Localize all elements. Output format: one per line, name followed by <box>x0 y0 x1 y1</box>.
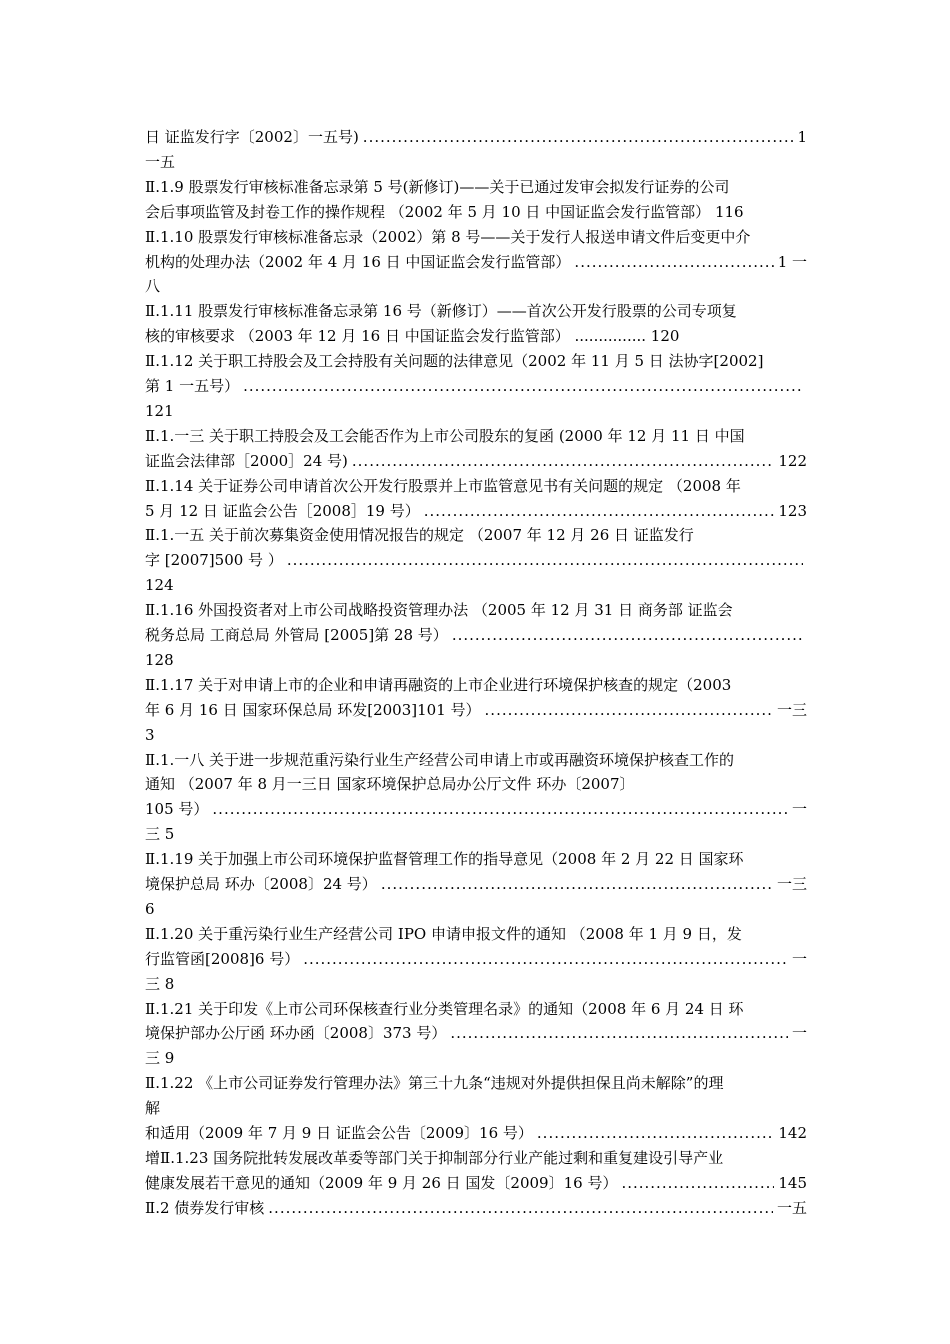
toc-page-number: 145 <box>778 1173 807 1192</box>
dot-leader <box>621 1171 774 1196</box>
toc-page-number: 一五 <box>776 1198 807 1217</box>
toc-page-number: 一 <box>791 1024 807 1043</box>
toc-line: Ⅱ.1.21 关于印发《上市公司环保核查行业分类管理名录》的通知（2008 年 6 月 24 日 环 <box>145 999 744 1018</box>
toc-entry-text: 境保护部办公厅函 环办函〔2008〕373 号） <box>145 1024 447 1043</box>
toc-page-number: 一三 <box>776 700 807 719</box>
toc-line <box>145 125 807 150</box>
dot-leader <box>287 548 803 573</box>
dot-leader <box>574 250 773 275</box>
toc-line: 八 <box>145 277 161 296</box>
toc-line: 3 <box>145 725 155 744</box>
toc-entry-text: Ⅱ.2 债券发行审核 <box>145 1198 265 1217</box>
dot-leader <box>424 499 775 524</box>
toc-entry-text: 日 证监发行字〔2002〕一五号) <box>145 128 359 146</box>
toc-line: Ⅱ.1.17 关于对申请上市的企业和申请再融资的上市企业进行环境保护核查的规定（2003 <box>145 675 732 694</box>
toc-line: 121 <box>145 401 174 420</box>
toc-line <box>145 947 807 972</box>
toc-page-number: 1 <box>797 128 807 146</box>
toc-entry-text: 证监会法律部［2000］24 号) <box>145 451 348 470</box>
toc-line <box>145 548 807 573</box>
dot-leader <box>303 947 788 972</box>
toc-line: 124 <box>145 576 174 595</box>
toc-entry-text: 字 [2007]500 号 ） <box>145 551 283 570</box>
toc-line <box>145 449 807 474</box>
toc-entry-text: 健康发展若干意见的通知（2009 年 9 月 26 日 国发〔2009〕16 号） <box>145 1173 618 1192</box>
toc-line: Ⅱ.1.一八 关于进一步规范重污染行业生产经营公司申请上市或再融资环境保护核查工作的 <box>145 750 735 769</box>
toc-page-number: 一 <box>791 800 807 819</box>
toc-line: Ⅱ.1.14 关于证券公司申请首次公开发行股票并上市监管意见书有关问题的规定 （2008 年 <box>145 476 741 495</box>
toc-entry-text: 行监管函[2008]6 号） <box>145 949 300 968</box>
toc-line: Ⅱ.1.一三 关于职工持股会及工会能否作为上市公司股东的复函 (2000 年 12 月 11 日 中国 <box>145 426 745 445</box>
toc-line: Ⅱ.1.20 关于重污染行业生产经营公司 IPO 申请申报文件的通知 （2008 年 1 月 9 日，发 <box>145 924 742 943</box>
toc-line <box>145 250 807 275</box>
toc-line <box>145 872 807 897</box>
dot-leader <box>268 1196 773 1221</box>
dot-leader <box>452 623 803 648</box>
toc-entry-text: 和适用（2009 年 7 月 9 日 证监会公告〔2009〕16 号） <box>145 1124 533 1142</box>
toc-entry-text: 年 6 月 16 日 国家环保总局 环发[2003]101 号） <box>145 700 481 719</box>
toc-entry-text: 机构的处理办法（2002 年 4 月 16 日 中国证监会发行监管部） <box>145 252 571 271</box>
toc-line <box>145 374 807 399</box>
toc-line: Ⅱ.1.19 关于加强上市公司环境保护监督管理工作的指导意见（2008 年 2 月 22 日 国家环 <box>145 850 744 869</box>
toc-line: 6 <box>145 899 155 918</box>
toc-page-number: 142 <box>778 1124 807 1142</box>
toc-page-number: 一三 <box>776 875 807 893</box>
toc-line: Ⅱ.1.一五 关于前次募集资金使用情况报告的规定 （2007 年 12 月 26 日 证监发行 <box>145 526 694 545</box>
toc-line: 通知 （2007 年 8 月一三日 国家环境保护总局办公厅文件 环办〔2007〕 <box>145 775 635 794</box>
dot-leader <box>363 125 794 150</box>
toc-line <box>145 623 807 648</box>
toc-line <box>145 1121 807 1146</box>
toc-page-number: 一 <box>791 949 807 968</box>
toc-line <box>145 499 807 524</box>
toc-line: 解 <box>145 1099 161 1118</box>
toc-page-number: 1 一 <box>777 252 807 271</box>
toc-line: Ⅱ.1.16 外国投资者对上市公司战略投资管理办法 （2005 年 12 月 31 日 商务部 证监会 <box>145 601 733 620</box>
dot-leader <box>243 374 803 399</box>
toc-line: Ⅱ.1.11 股票发行审核标准备忘录第 16 号（新修订）——首次公开发行股票的公司专项复 <box>145 302 737 321</box>
toc-entry-text: 税务总局 工商总局 外管局 [2005]第 28 号） <box>145 626 448 644</box>
dot-leader <box>485 698 773 723</box>
toc-page-number: 123 <box>778 501 807 520</box>
dot-leader <box>352 449 774 474</box>
toc-line <box>145 1196 807 1221</box>
toc-line <box>145 698 807 723</box>
toc-line: Ⅱ.1.9 股票发行审核标准备忘录第 5 号(新修订)——关于已通过发审会拟发行证券的公司 <box>145 177 730 196</box>
toc-line: 三 9 <box>145 1049 175 1068</box>
toc-line: 核的审核要求 （2003 年 12 月 16 日 中国证监会发行监管部） ............... 120 <box>145 327 680 346</box>
toc-line: 三 8 <box>145 974 175 993</box>
dot-leader <box>381 872 773 897</box>
toc-line: Ⅱ.1.12 关于职工持股会及工会持股有关问题的法律意见（2002 年 11 月 5 日 法协字[2002] <box>145 352 764 371</box>
toc-line <box>145 1021 807 1046</box>
toc-line: 一五 <box>145 152 176 171</box>
toc-line: Ⅱ.1.10 股票发行审核标准备忘录（2002）第 8 号——关于发行人报送申请文件后变更中介 <box>145 227 751 246</box>
toc-line <box>145 797 807 822</box>
toc-entry-text: 105 号） <box>145 800 209 819</box>
toc-line: 会后事项监管及封卷工作的操作规程 （2002 年 5 月 10 日 中国证监会发行监管部） 116 <box>145 202 744 221</box>
toc-line: 128 <box>145 650 174 669</box>
dot-leader <box>537 1121 774 1146</box>
toc-page-number: 122 <box>778 451 807 470</box>
toc-entry-text: 境保护总局 环办〔2008〕24 号） <box>145 875 377 893</box>
dot-leader <box>450 1021 788 1046</box>
dot-leader <box>212 797 788 822</box>
toc-entry-text: 5 月 12 日 证监会公告［2008］19 号） <box>145 501 420 520</box>
toc-line: 三 5 <box>145 825 175 844</box>
toc-line <box>145 1171 807 1196</box>
toc-line: 增Ⅱ.1.23 国务院批转发展改革委等部门关于抑制部分行业产能过剩和重复建设引导产业 <box>145 1148 724 1167</box>
toc-line: Ⅱ.1.22 《上市公司证券发行管理办法》第三十九条“违规对外提供担保且尚未解除”的理 <box>145 1074 724 1093</box>
toc-entry-text: 第 1 一五号） <box>145 377 240 395</box>
